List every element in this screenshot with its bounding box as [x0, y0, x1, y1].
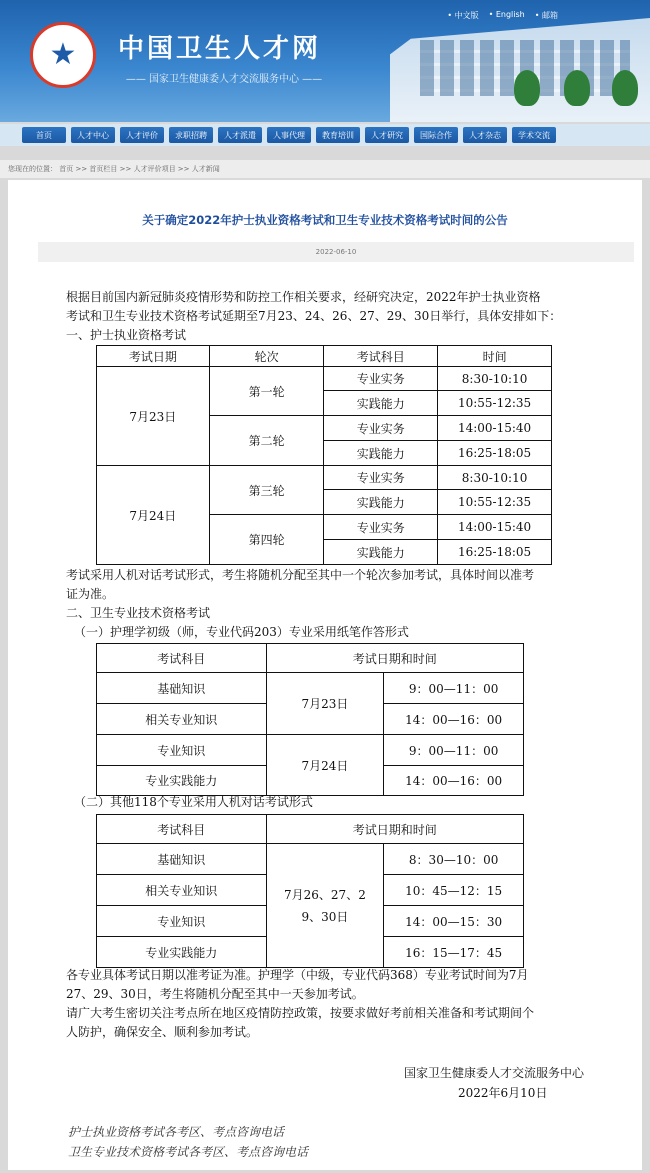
nav-personnel-agency[interactable]: 人事代理: [267, 127, 311, 143]
note-line: 证为准。: [66, 587, 115, 601]
nav-international[interactable]: 国际合作: [414, 127, 458, 143]
table-cell: 16:25-18:05: [438, 540, 552, 565]
nav-dispatch[interactable]: 人才派遣: [218, 127, 262, 143]
nav-recruitment[interactable]: 求职招聘: [169, 127, 213, 143]
table-cell: 14：00—16：00: [384, 704, 524, 735]
note-line: 请广大考生密切关注考点所在地区疫情防控政策，按要求做好考前相关准备和考试期间个: [66, 1006, 535, 1020]
date-line: 9、30日: [301, 909, 349, 924]
breadcrumb: 您现在的位置： 首页 >> 首页栏目 >> 人才评价项目 >> 人才新闻: [0, 160, 650, 178]
table-header: 考试科目: [97, 815, 267, 844]
table-cell: 第一轮: [209, 367, 324, 416]
table-header: 考试科目: [97, 644, 267, 673]
note-paragraph: [66, 966, 626, 1042]
issue-date: 2022年6月10日: [458, 1086, 548, 1100]
site-logo[interactable]: [30, 22, 96, 88]
note-line: 27、29、30日，考生将随机分配至其中一天参加考试。: [66, 987, 364, 1001]
table-cell: 第二轮: [209, 416, 324, 466]
table-cell: 7月23日: [97, 367, 210, 466]
table-cell: 专业实务: [324, 466, 438, 490]
nav-magazine[interactable]: 人才杂志: [463, 127, 507, 143]
intro-line: 根据目前国内新冠肺炎疫情形势和防控工作相关要求，经研究决定，2022年护士执业资格: [66, 290, 541, 304]
table-cell: 专业知识: [97, 735, 267, 766]
star-icon: ★: [49, 37, 77, 72]
table-cell: 实践能力: [324, 490, 438, 515]
subsection-heading: （一）护理学初级（师，专业代码203）专业采用纸笔作答形式: [74, 625, 409, 639]
table-cell: 8:30-10:10: [438, 466, 552, 490]
article: [8, 180, 642, 1170]
table-cell: 基础知识: [97, 673, 267, 704]
table-cell-date: [266, 844, 384, 968]
table-cell: 实践能力: [324, 441, 438, 466]
table-cell: 14：00—16：00: [384, 766, 524, 796]
site-subtitle: —— 国家卫生健康委人才交流服务中心 ——: [125, 74, 323, 85]
table-cell: 专业实践能力: [97, 766, 267, 796]
table-cell: 10:55-12:35: [438, 391, 552, 416]
table-cell: 16:25-18:05: [438, 441, 552, 466]
table-header: 考试日期和时间: [266, 815, 523, 844]
table-cell: 专业实务: [324, 416, 438, 441]
nav-home[interactable]: 首页: [22, 127, 66, 143]
table-cell: 7月24日: [266, 735, 384, 796]
table-cell: 第三轮: [209, 466, 324, 515]
table-cell: 9：00—11：00: [384, 673, 524, 704]
article-title: 关于确定2022年护士执业资格考试和卫生专业技术资格考试时间的公告: [142, 213, 508, 227]
section-heading: 一、护士执业资格考试: [66, 328, 187, 342]
site-header: [0, 0, 650, 122]
issuer-signature: 国家卫生健康委人才交流服务中心: [404, 1066, 585, 1080]
table-cell: 实践能力: [324, 540, 438, 565]
table-cell: 专业知识: [97, 906, 267, 937]
table-cell: 14：00—15：30: [384, 906, 524, 937]
nav-research[interactable]: 人才研究: [365, 127, 409, 143]
table-cell: 专业实务: [324, 515, 438, 540]
table-cell: 14:00-15:40: [438, 416, 552, 441]
table-cell: 7月23日: [266, 673, 384, 735]
table-cell: 8:30-10:10: [438, 367, 552, 391]
section-heading: 二、卫生专业技术资格考试: [66, 606, 211, 620]
table-cell: 相关专业知识: [97, 704, 267, 735]
nurse-exam-table: [96, 345, 552, 565]
subsection-heading: （二）其他118个专业采用人机对话考试形式: [74, 795, 313, 809]
intro-line: 考试和卫生专业技术资格考试延期至7月23、24、26、27、29、30日举行，具体安排如下：: [66, 309, 562, 323]
nav-training[interactable]: 教育培训: [316, 127, 360, 143]
table-header: 考试科目: [324, 346, 438, 367]
nav-talent-evaluation[interactable]: 人才评价: [120, 127, 164, 143]
site-title: 中国卫生人才网: [118, 34, 322, 64]
table-cell: 7月24日: [97, 466, 210, 565]
top-link-chinese[interactable]: • 中文版: [447, 10, 478, 21]
table-cell: 14:00-15:40: [438, 515, 552, 540]
intro-paragraph: [66, 288, 626, 326]
main-nav: [0, 124, 650, 146]
nav-talent-center[interactable]: 人才中心: [71, 127, 115, 143]
note-line: 人防护，确保安全、顺利参加考试。: [66, 1025, 259, 1039]
top-link-english[interactable]: • English: [489, 10, 525, 21]
publish-date: 2022-06-10: [38, 242, 634, 262]
table-header: 考试日期: [97, 346, 210, 367]
top-link-mail[interactable]: • 邮箱: [535, 10, 558, 21]
table-cell: 基础知识: [97, 844, 267, 875]
table-cell: 10：45—12：15: [384, 875, 524, 906]
date-line: 7月26、27、2: [284, 887, 366, 902]
table-cell: 8：30—10：00: [384, 844, 524, 875]
table-cell: 相关专业知识: [97, 875, 267, 906]
table-cell: 专业实务: [324, 367, 438, 391]
note-line: 各专业具体考试日期以准考证为准。护理学（中级，专业代码368）专业考试时间为7月: [66, 968, 529, 982]
top-links: [447, 10, 558, 21]
other-specialty-table: [96, 814, 524, 968]
attachment-link[interactable]: 护士执业资格考试各考区、考点咨询电话: [68, 1125, 285, 1139]
table-cell: 10:55-12:35: [438, 490, 552, 515]
table-cell: 16：15—17：45: [384, 937, 524, 968]
nursing-junior-table: [96, 643, 524, 796]
table-header: 时间: [438, 346, 552, 367]
note-paragraph: [66, 566, 626, 604]
table-cell: 专业实践能力: [97, 937, 267, 968]
note-line: 考试采用人机对话考试形式，考生将随机分配至其中一个轮次参加考试，具体时间以准考: [66, 568, 535, 582]
table-cell: 第四轮: [209, 515, 324, 565]
table-cell: 实践能力: [324, 391, 438, 416]
table-header: 轮次: [209, 346, 324, 367]
table-header: 考试日期和时间: [266, 644, 523, 673]
attachment-link[interactable]: 卫生专业技术资格考试各考区、考点咨询电话: [68, 1145, 309, 1159]
table-cell: 9：00—11：00: [384, 735, 524, 766]
nav-academic[interactable]: 学术交流: [512, 127, 556, 143]
